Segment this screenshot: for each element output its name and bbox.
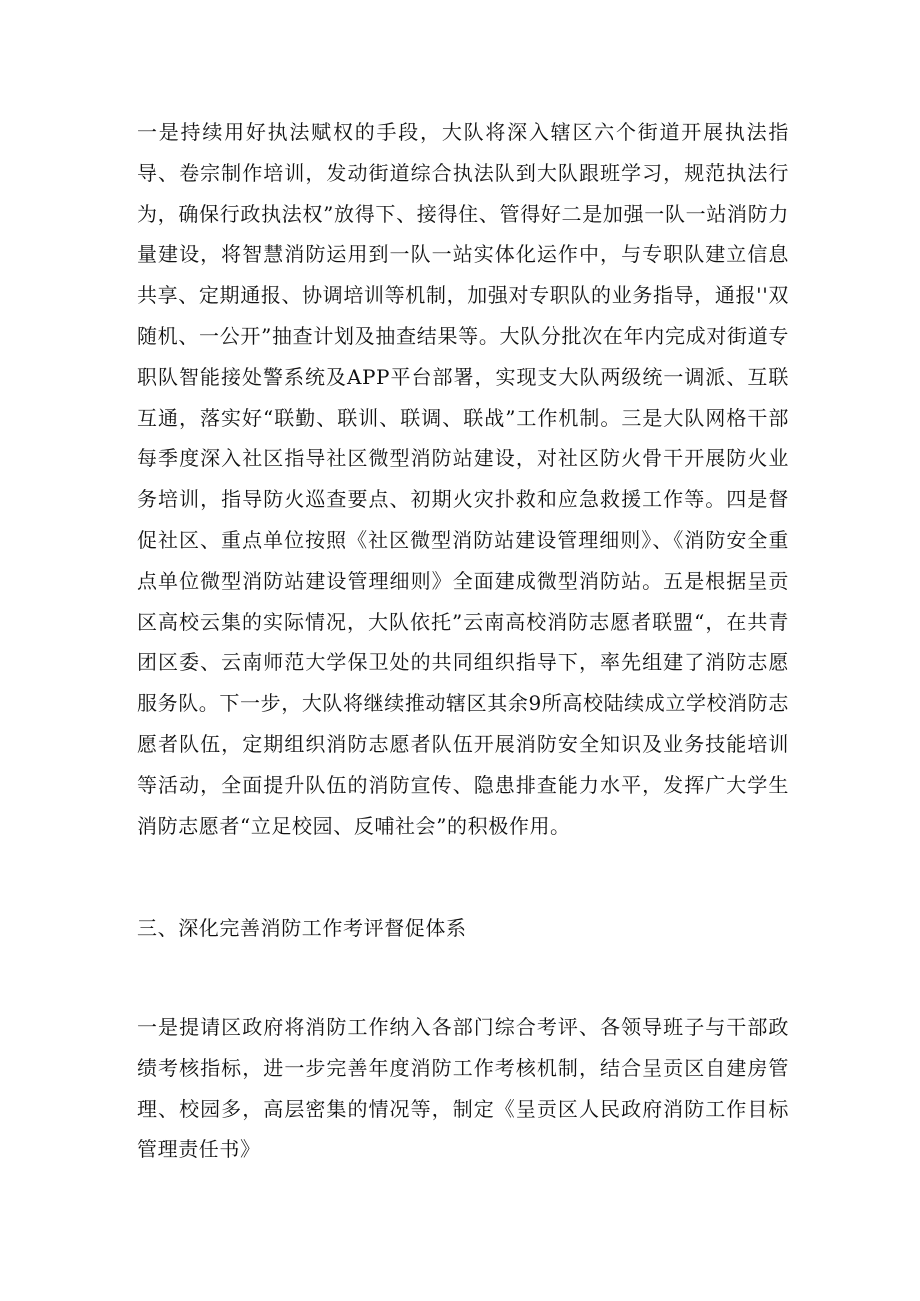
body-paragraph-2: 一是提请区政府将消防工作纳入各部门综合考评、各领导班子与干部政绩考核指标，进一步完善年度消防工作考核机制，结合呈贡区自建房管理、校园多，高层密集的情况等，制定《呈贡区人民政府消防工作目标管理责任书》 bbox=[137, 1015, 789, 1162]
body-paragraph-1: 一是持续用好执法赋权的手段，大队将深入辖区六个街道开展执法指导、卷宗制作培训，发动街道综合执法队到大队跟班学习，规范执法行为，确保行政执法权”放得下、接得住、管得好二是加强一队一站消防力量建设，将智慧消防运用到一队一站实体化运作中，与专职队建立信息共享、定期通报、协调培训等机制，加强对专职队的业务指导，通报''双随机、一公开”抽查计划及抽查结果等。大队分批次在年内完成对街道专职队智能接处警系统及APP平台部署，实现支大队两级统一调派、互联互通，落实好“联勤、联训、联调、联战”工作机制。三是大队网格干部每季度深入社区指导社区微型消防站建设，对社区防火骨干开展防火业务培训，指导防火巡查要点、初期火灾扑救和应急救援工作等。四是督促社区、重点单位按照《社区微型消防站建设管理细则》、《消防安全重点单位微型消防站建设管理细则》全面建成微型消防站。五是根据呈贡区高校云集的实际情况，大队依托”云南高校消防志愿者联盟“，在共青团区委、云南师范大学保卫处的共同组织指导下，率先组建了消防志愿服务队。下一步，大队将继续推动辖区其余9所高校陆续成立学校消防志愿者队伍，定期组织消防志愿者队伍开展消防安全知识及业务技能培训等活动，全面提升队伍的消防宣传、隐患排查能力水平，发挥广大学生消防志愿者“立足校园、反哺社会”的积极作用。 bbox=[137, 120, 789, 838]
section-heading: 三、深化完善消防工作考评督促体系 bbox=[137, 916, 467, 940]
